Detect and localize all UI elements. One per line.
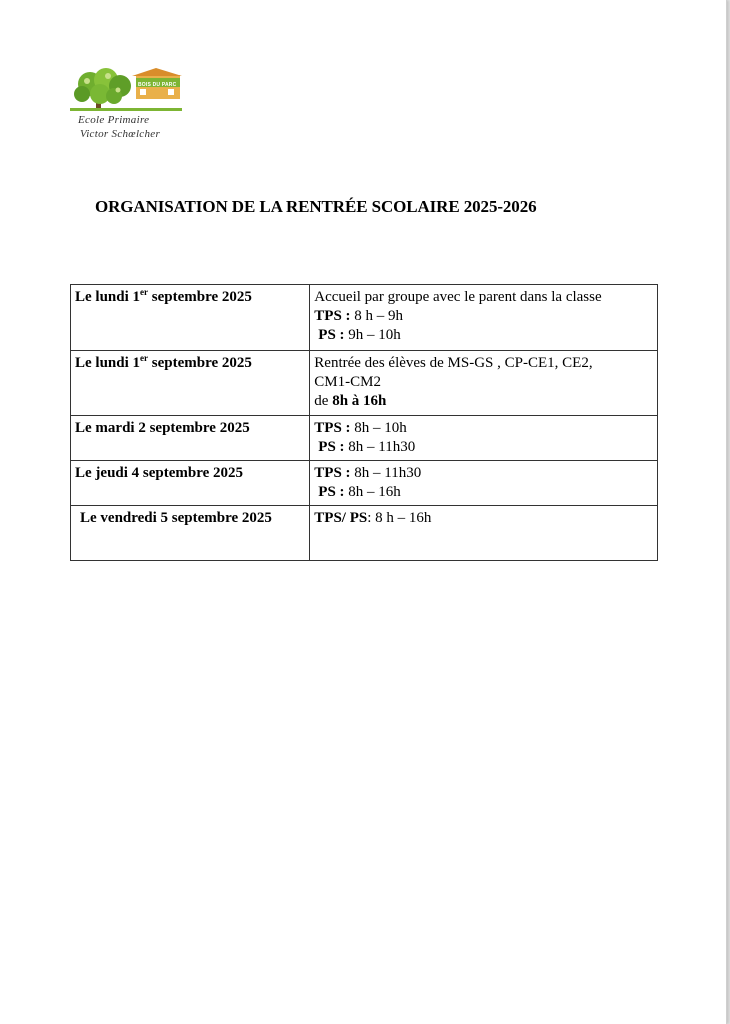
group-label: TPS : [314, 308, 351, 324]
day-text: septembre 2025 [148, 355, 252, 371]
group-label: TPS : [314, 465, 351, 481]
table-row [71, 506, 658, 561]
table-row [71, 461, 658, 506]
detail-cell [310, 506, 658, 561]
logo-school-namesake: Victor Schœlcher [80, 128, 161, 140]
school-logo [70, 66, 182, 146]
detail-text: de [314, 393, 333, 409]
detail-cell [310, 285, 658, 351]
detail-line [314, 438, 653, 457]
group-label: PS : [318, 484, 345, 500]
logo-banner-text: BOIS DU PARC [138, 82, 177, 88]
group-time: : 8 h – 16h [367, 510, 432, 526]
day-text: septembre 2025 [148, 289, 252, 305]
group-label: TPS/ PS [314, 510, 368, 526]
detail-line: Accueil par groupe avec le parent dans la classe [314, 289, 602, 305]
detail-cell [310, 416, 658, 461]
day-ordinal: er [140, 353, 149, 363]
day-ordinal: er [140, 287, 149, 297]
detail-line [314, 419, 653, 438]
detail-cell [310, 351, 658, 416]
day-text: Le lundi 1 [75, 289, 141, 305]
day-cell [71, 285, 310, 351]
logo-school-name: Ecole Primaire [78, 114, 150, 126]
detail-line: CM1-CM2 [314, 374, 381, 390]
day-text: Le lundi 1 [75, 355, 141, 371]
group-time: 8h – 10h [350, 420, 407, 436]
table-row [71, 416, 658, 461]
table-row [71, 285, 658, 351]
day-cell: Le mardi 2 septembre 2025 [71, 416, 310, 461]
group-time: 8h – 16h [344, 484, 401, 500]
detail-line [314, 509, 653, 528]
detail-line: Rentrée des élèves de MS-GS , CP-CE1, CE2, [314, 355, 593, 371]
day-cell: Le jeudi 4 septembre 2025 [71, 461, 310, 506]
table-row [71, 351, 658, 416]
group-label: PS : [318, 327, 345, 343]
detail-cell [310, 461, 658, 506]
detail-time: 8h à 16h [332, 393, 387, 409]
group-time: 9h – 10h [344, 327, 401, 343]
page-title: ORGANISATION DE LA RENTRÉE SCOLAIRE 2025-2026 [95, 197, 537, 216]
group-time: 8h – 11h30 [350, 465, 422, 481]
day-cell [71, 351, 310, 416]
group-label: TPS : [314, 420, 351, 436]
tree-house-logo-icon [70, 66, 182, 114]
detail-line [314, 326, 653, 345]
detail-line [314, 464, 653, 483]
detail-line [314, 307, 653, 326]
group-time: 8 h – 9h [350, 308, 404, 324]
group-label: PS : [318, 439, 345, 455]
day-cell: Le vendredi 5 septembre 2025 [71, 506, 310, 561]
group-time: 8h – 11h30 [344, 439, 416, 455]
schedule-table [70, 284, 658, 561]
detail-line [314, 483, 653, 502]
detail-line [314, 392, 653, 411]
